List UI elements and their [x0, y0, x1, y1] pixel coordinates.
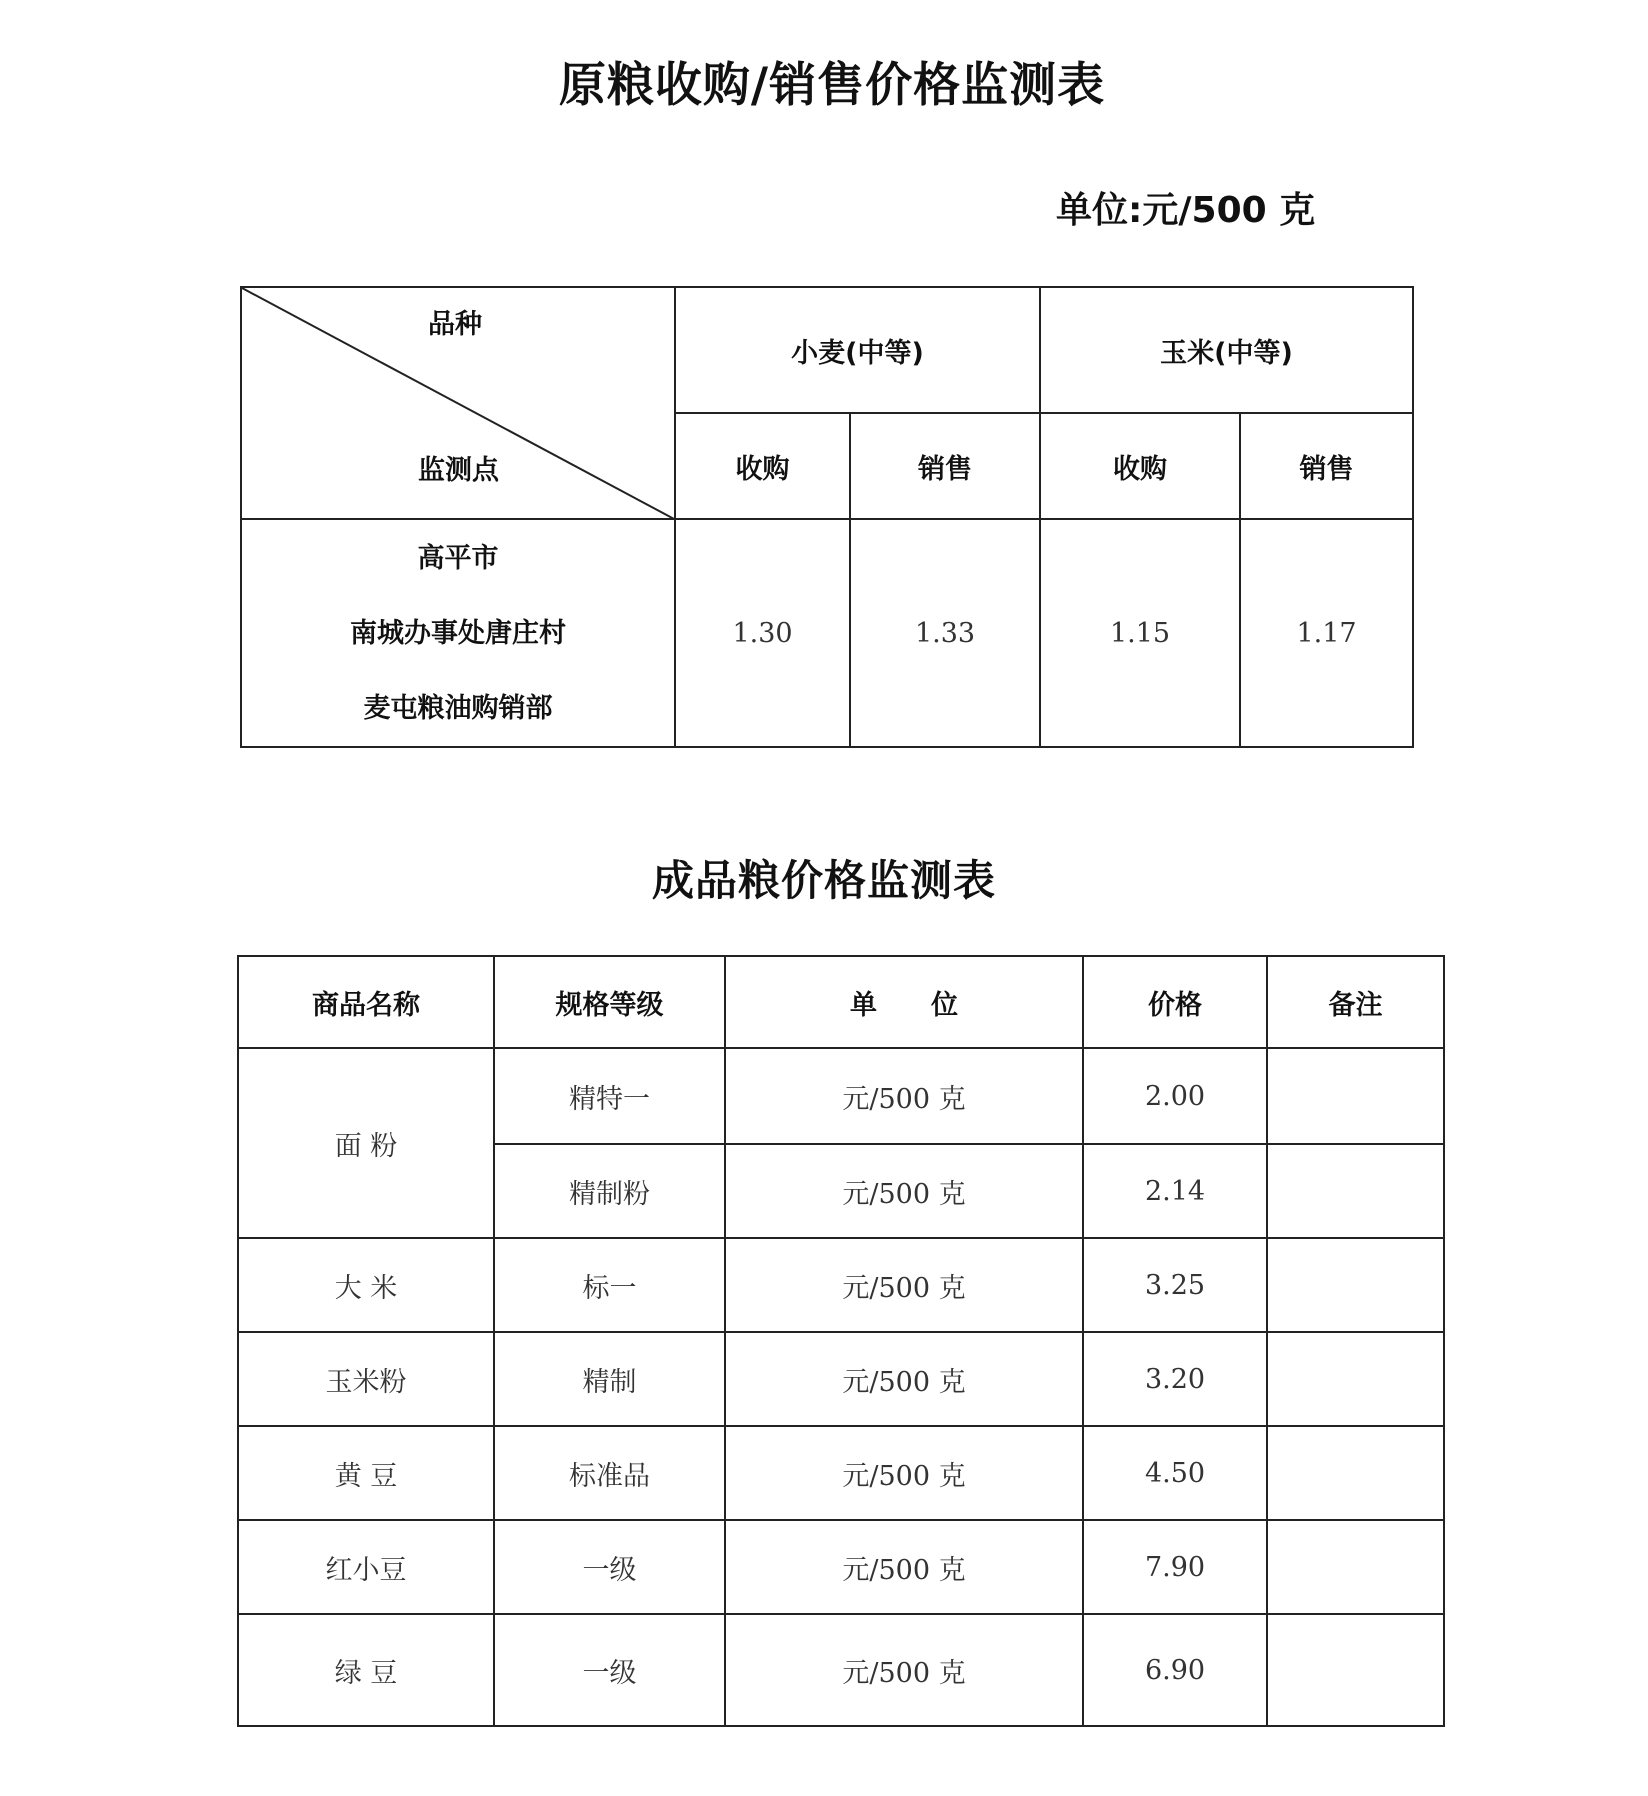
header-name: 商品名称 [238, 956, 494, 1048]
product-unit: 元/500 克 [725, 1238, 1083, 1332]
corn-purchase-price: 1.15 [1040, 519, 1240, 747]
product-note [1267, 1238, 1444, 1332]
product-spec: 精制粉 [494, 1144, 725, 1238]
product-unit: 元/500 克 [725, 1144, 1083, 1238]
product-note [1267, 1048, 1444, 1144]
variety-label: 品种 [428, 309, 482, 340]
product-name: 绿 豆 [238, 1614, 494, 1726]
product-name: 面 粉 [238, 1048, 494, 1238]
product-unit: 元/500 克 [725, 1614, 1083, 1726]
station-line-office: 南城办事处唐庄村 [350, 617, 566, 649]
wheat-header: 小麦(中等) [675, 287, 1040, 413]
unit-label: 单位:元/500 克 [1056, 190, 1316, 231]
product-unit: 元/500 克 [725, 1520, 1083, 1614]
header-price: 价格 [1083, 956, 1267, 1048]
product-spec: 标一 [494, 1238, 725, 1332]
header-unit: 单 位 [725, 956, 1083, 1048]
header-note: 备注 [1267, 956, 1444, 1048]
product-name: 大 米 [238, 1238, 494, 1332]
product-spec: 一级 [494, 1614, 725, 1726]
header-spec: 规格等级 [494, 956, 725, 1048]
product-price: 7.90 [1083, 1520, 1267, 1614]
product-name: 玉米粉 [238, 1332, 494, 1426]
wheat-purchase-header: 收购 [675, 413, 850, 519]
finished-grain-price-table [237, 955, 1445, 1727]
product-unit: 元/500 克 [725, 1426, 1083, 1520]
product-spec: 一级 [494, 1520, 725, 1614]
page-title: 原粮收购/销售价格监测表 [558, 58, 1106, 113]
product-price: 4.50 [1083, 1426, 1267, 1520]
product-unit: 元/500 克 [725, 1332, 1083, 1426]
product-unit: 元/500 克 [725, 1048, 1083, 1144]
product-price: 2.00 [1083, 1048, 1267, 1144]
wheat-sale-price: 1.33 [850, 519, 1040, 747]
product-spec: 精制 [494, 1332, 725, 1426]
corn-sale-header: 销售 [1240, 413, 1413, 519]
product-name: 红小豆 [238, 1520, 494, 1614]
corner-header-cell [241, 287, 675, 519]
corn-purchase-header: 收购 [1040, 413, 1240, 519]
product-spec: 精特一 [494, 1048, 725, 1144]
wheat-purchase-price: 1.30 [675, 519, 850, 747]
product-price: 2.14 [1083, 1144, 1267, 1238]
product-note [1267, 1426, 1444, 1520]
corn-sale-price: 1.17 [1240, 519, 1413, 747]
product-price: 3.20 [1083, 1332, 1267, 1426]
product-price: 3.25 [1083, 1238, 1267, 1332]
station-line-depot: 麦屯粮油购销部 [363, 692, 553, 724]
product-note [1267, 1614, 1444, 1726]
wheat-sale-header: 销售 [850, 413, 1040, 519]
raw-grain-price-table [240, 286, 1414, 748]
product-price: 6.90 [1083, 1614, 1267, 1726]
product-note [1267, 1520, 1444, 1614]
station-label: 监测点 [418, 455, 499, 486]
product-note [1267, 1332, 1444, 1426]
product-spec: 标准品 [494, 1426, 725, 1520]
product-note [1267, 1144, 1444, 1238]
section-title: 成品粮价格监测表 [651, 856, 996, 905]
station-cell [241, 519, 675, 747]
station-line-city: 高平市 [417, 542, 499, 574]
corn-header: 玉米(中等) [1040, 287, 1413, 413]
product-name: 黄 豆 [238, 1426, 494, 1520]
